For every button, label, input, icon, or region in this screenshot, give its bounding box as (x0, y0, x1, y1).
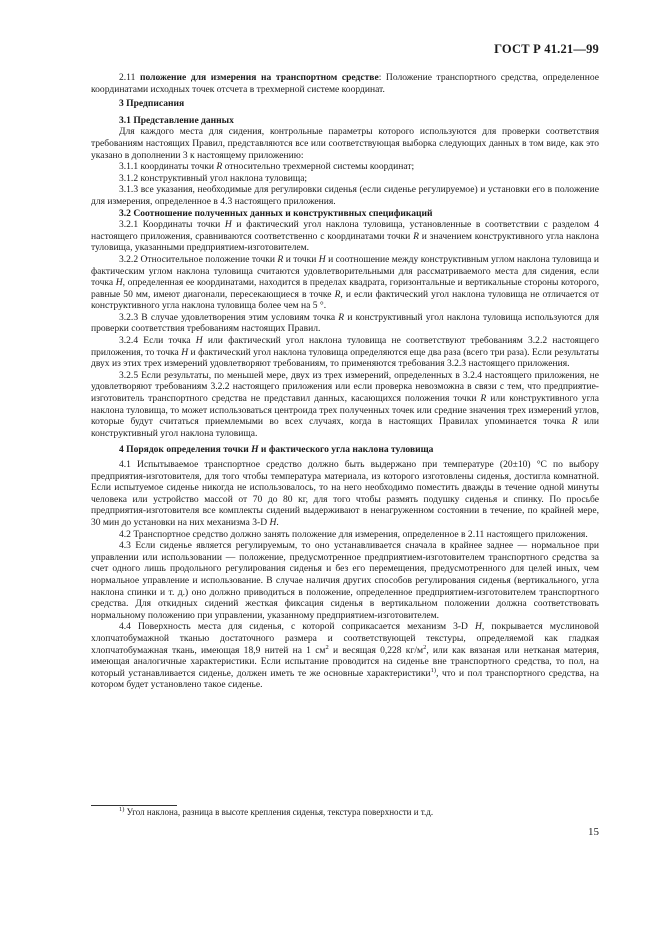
clause-3-1-1: 3.1.1 координаты точки R относительно трехмерной системы координат; (119, 161, 415, 173)
footnote-text: Угол наклона, разница в высоте крепления сиденья, текстура поверхности и т.д. (124, 807, 434, 817)
clause-4-2: 4.2 Транспортное средство должно занять положение для измерения, определенное в 2.11 настоящего приложения. (119, 528, 588, 540)
clause-4-4: 4.4 Поверхность места для сиденья, с которой соприкасается механизм 3-D H, покрывается муслиновой хлопчатобумажной тканью достаточного размера и соответствующей текстуры, определяемой как гладкая хлопчатобумажная ткань, имеющая 18,9 нитей на 1 $см^2$ и весящая 0,228 $кг/м^2$, или как вязаная или нетканая материя, имеющая аналогичные характеристики. Если испытание проводится на сиденье вне транспортного средства, то пол, на который устанавливается сиденье, должен иметь те же основные характеристики$^{1)}$, что и пол транспортного средства, на котором будет установлено такое сиденье. (91, 621, 599, 691)
clause-3-2-4: 3.2.4 Если точка H или фактический угол наклона туловища не соответствуют требованиям 3.2.2 настоящего приложения, то точка H и фактический угол наклона туловища определяются еще два раза (всего три раза). Если результаты двух из этих трех измерений удовлетворяют требованиям, то применяются требования 3.2.3 настоящего приложения. (91, 335, 599, 370)
clause-2-11 (91, 72, 599, 95)
footnote (91, 807, 599, 818)
footnote-reference: 1) (430, 666, 437, 674)
heading-section-4: 4 Порядок определения точки H и фактического угла наклона туловища (119, 444, 434, 456)
definition-text: : Положение транспортного средства, определенное координатами исходных точек отсчета в трехмерной системе координат. (91, 72, 599, 95)
heading-3-2: 3.2 Соотношение полученных данных и конструктивных спецификаций (119, 207, 433, 219)
footnote-divider (91, 805, 177, 806)
clause-3-2-1: 3.2.1 Координаты точки H и фактический угол наклона туловища, установленные в соответствии с разделом 4 настоящего приложения, сравниваются соответственно с координатами точки R и значением конструктивного угла наклона туловища, указанными предприятием-изготовителем. (91, 219, 599, 254)
clause-3-2-2: 3.2.2 Относительное положение точки R и точки H и соотношение между конструктивным углом наклона туловища и фактическим углом наклона туловища считаются удовлетворительными для рассматриваемого места для сидения, если точка H, определенная ее координатами, находится в пределах квадрата, горизонтальные и вертикальные стороны которого, равные 50 мм, имеют диагонали, пересекающиеся в точке R, и если фактический угол наклона туловища не отличается от конструктивного угла наклона туловища более чем на 5 °. (91, 253, 600, 312)
document-code: ГОСТ Р 41.21—99 (494, 42, 599, 56)
footnote-mark: 1) (119, 806, 125, 813)
clause-3-1-2: 3.1.2 конструктивный угол наклона туловища; (119, 172, 308, 184)
heading-section-3: 3 Предписания (119, 98, 185, 110)
clause-3-2-5: 3.2.5 Если результаты, по меньшей мере, двух из трех измерений, определенных в 3.2.4 настоящего приложения, не удовлетворяют требованиям 3.2.2 настоящего приложения или если проверка невозможна в связи с тем, что предприятие-изготовитель транспортного средства не представил данных, касающихся положения точки R или конструктивного угла наклона туловища, то может использоваться центроида трех полученных точек или средние значения трех измерений углов, которые будут считаться приемлемыми во всех случаях, когда в настоящих Правилах упоминается точка R или конструктивный угол наклона туловища. (91, 369, 600, 439)
clause-4-3: 4.3 Если сиденье является регулируемым, то оно устанавливается сначала в крайнее заднее — нормальное при управлении или использовании — положение, предусмотренное предприятием-изготовителем транспортного средства за счет одного лишь продольного регулирования сиденья и без его перемещения, предусмотренного для целей иных, чем нормальное управление и использование. В случае наличия других способов регулирования сиденья (вертикального, угла наклона спинки и т. д.) оно должно приводиться в положение, определенное предприятием-изготовителем транспортного средства. Для откидных сидений жесткая фиксация сиденья в вертикальном положении должна соответствовать нормальному положению при управлении, указанному предприятием-изготовителем. (91, 540, 599, 621)
defined-term: положение для измерения на транспортном средстве (139, 72, 379, 83)
clause-4-1: 4.1 Испытываемое транспортное средство должно быть выдержано при температуре (20±10) °С по выбору предприятия-изготовителя, для того чтобы температура материала, из которого изготовлены сиденья, достигла комнатной. Если испытуемое сиденье никогда не использовалось, то на него необходимо поместить дважды в течение одной минуты человека или устройство массой от 70 до 80 кг, для того чтобы размять подушку сиденья и спинку. По просьбе предприятия-изготовителя все комплекты сидений выдерживают в ненагруженном состоянии в течение, по крайней мере, 30 мин до установки на них механизма 3-D H. (91, 459, 599, 528)
page-body (91, 72, 599, 691)
page-number: 15 (588, 826, 599, 838)
clause-3-1-3: 3.1.3 все указания, необходимые для регулировки сиденья (если сиденье регулируемое) и установки его в положение для измерения, определенное в 4.3 настоящего приложения. (91, 184, 599, 207)
clause-3-1-intro: Для каждого места для сидения, контрольные параметры которого используются для проверки соответствия требованиям настоящих Правил, представляются все или соответствующая выборка следующих данных в том виде, как это указано в дополнении 3 к настоящему приложению: (91, 126, 599, 161)
clause-number: 2.11 (119, 72, 136, 83)
heading-3-1: 3.1 Представление данных (119, 114, 234, 126)
clause-3-2-3: 3.2.3 В случае удовлетворения этим условиям точка R и конструктивный угол наклона туловища используются для проверки соответствия требованиям настоящих Правил. (91, 311, 599, 335)
